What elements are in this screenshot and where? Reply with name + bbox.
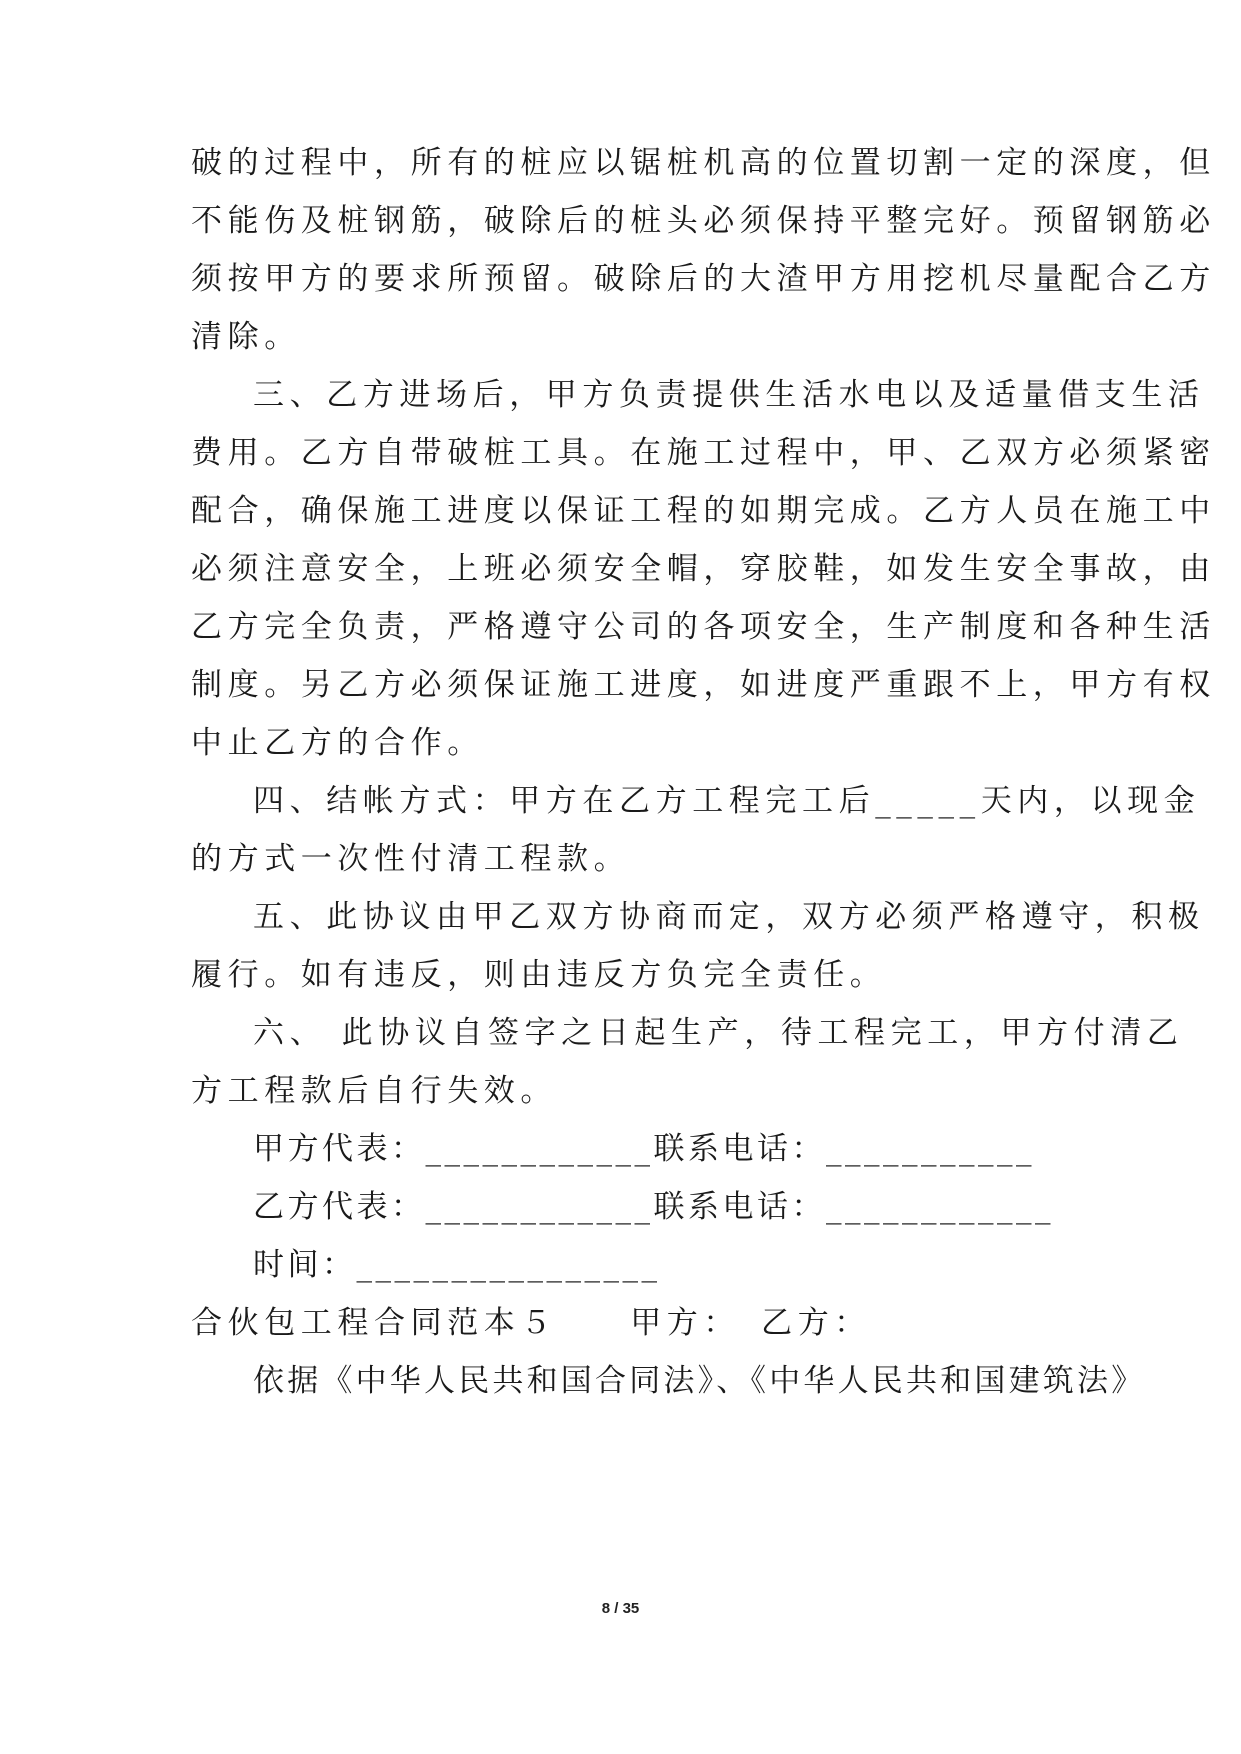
body-text-line: 不能伤及桩钢筋，破除后的桩头必须保持平整完好。预留钢筋必 <box>191 203 1216 239</box>
clause-five-start: 五、此协议由甲乙双方协商而定，双方必须严格遵守，积极 <box>253 899 1205 935</box>
date-line: 时间：________________ <box>253 1247 661 1283</box>
body-text-line: 清除。 <box>191 319 301 355</box>
body-text-line: 费用。乙方自带破桩工具。在施工过程中，甲、乙双方必须紧密 <box>191 435 1216 471</box>
body-text-line: 方工程款后自行失效。 <box>191 1073 557 1109</box>
clause-four-start: 四、结帐方式：甲方在乙方工程完工后_____天内，以现金 <box>253 783 1201 819</box>
body-text-line: 制度。另乙方必须保证施工进度，如进度严重跟不上，甲方有权 <box>191 667 1216 703</box>
page-number: 8 / 35 <box>601 1600 640 1617</box>
body-text-line: 乙方完全负责，严格遵守公司的各项安全，生产制度和各种生活 <box>191 609 1216 645</box>
body-text-line: 的方式一次性付清工程款。 <box>191 841 631 877</box>
body-text-line: 中止乙方的合作。 <box>191 725 484 761</box>
body-text-line: 必须注意安全，上班必须安全帽，穿胶鞋，如发生安全事故，由 <box>191 551 1216 587</box>
clause-three-start: 三、乙方进场后，甲方负责提供生活水电以及适量借支生活 <box>253 377 1205 413</box>
clause-six-start: 六、 此协议自签字之日起生产，待工程完工，甲方付清乙 <box>253 1015 1184 1051</box>
body-text-line: 履行。如有违反，则由违反方负完全责任。 <box>191 957 887 993</box>
party-a-signature-line: 甲方代表：____________联系电话：___________ <box>253 1131 1035 1167</box>
body-text-line: 须按甲方的要求所预留。破除后的大渣甲方用挖机尽量配合乙方 <box>191 261 1216 297</box>
body-text-line: 依据《中华人民共和国合同法》、《中华人民共和国建筑法》 <box>253 1363 1146 1399</box>
party-b-signature-line: 乙方代表：____________联系电话：____________ <box>253 1189 1054 1225</box>
body-text-line: 破的过程中，所有的桩应以锯桩机高的位置切割一定的深度，但 <box>191 145 1216 181</box>
body-text-line: 配合，确保施工进度以保证工程的如期完成。乙方人员在施工中 <box>191 493 1216 529</box>
section-heading: 合伙包工程合同范本５ 甲方： 乙方： <box>191 1305 871 1341</box>
